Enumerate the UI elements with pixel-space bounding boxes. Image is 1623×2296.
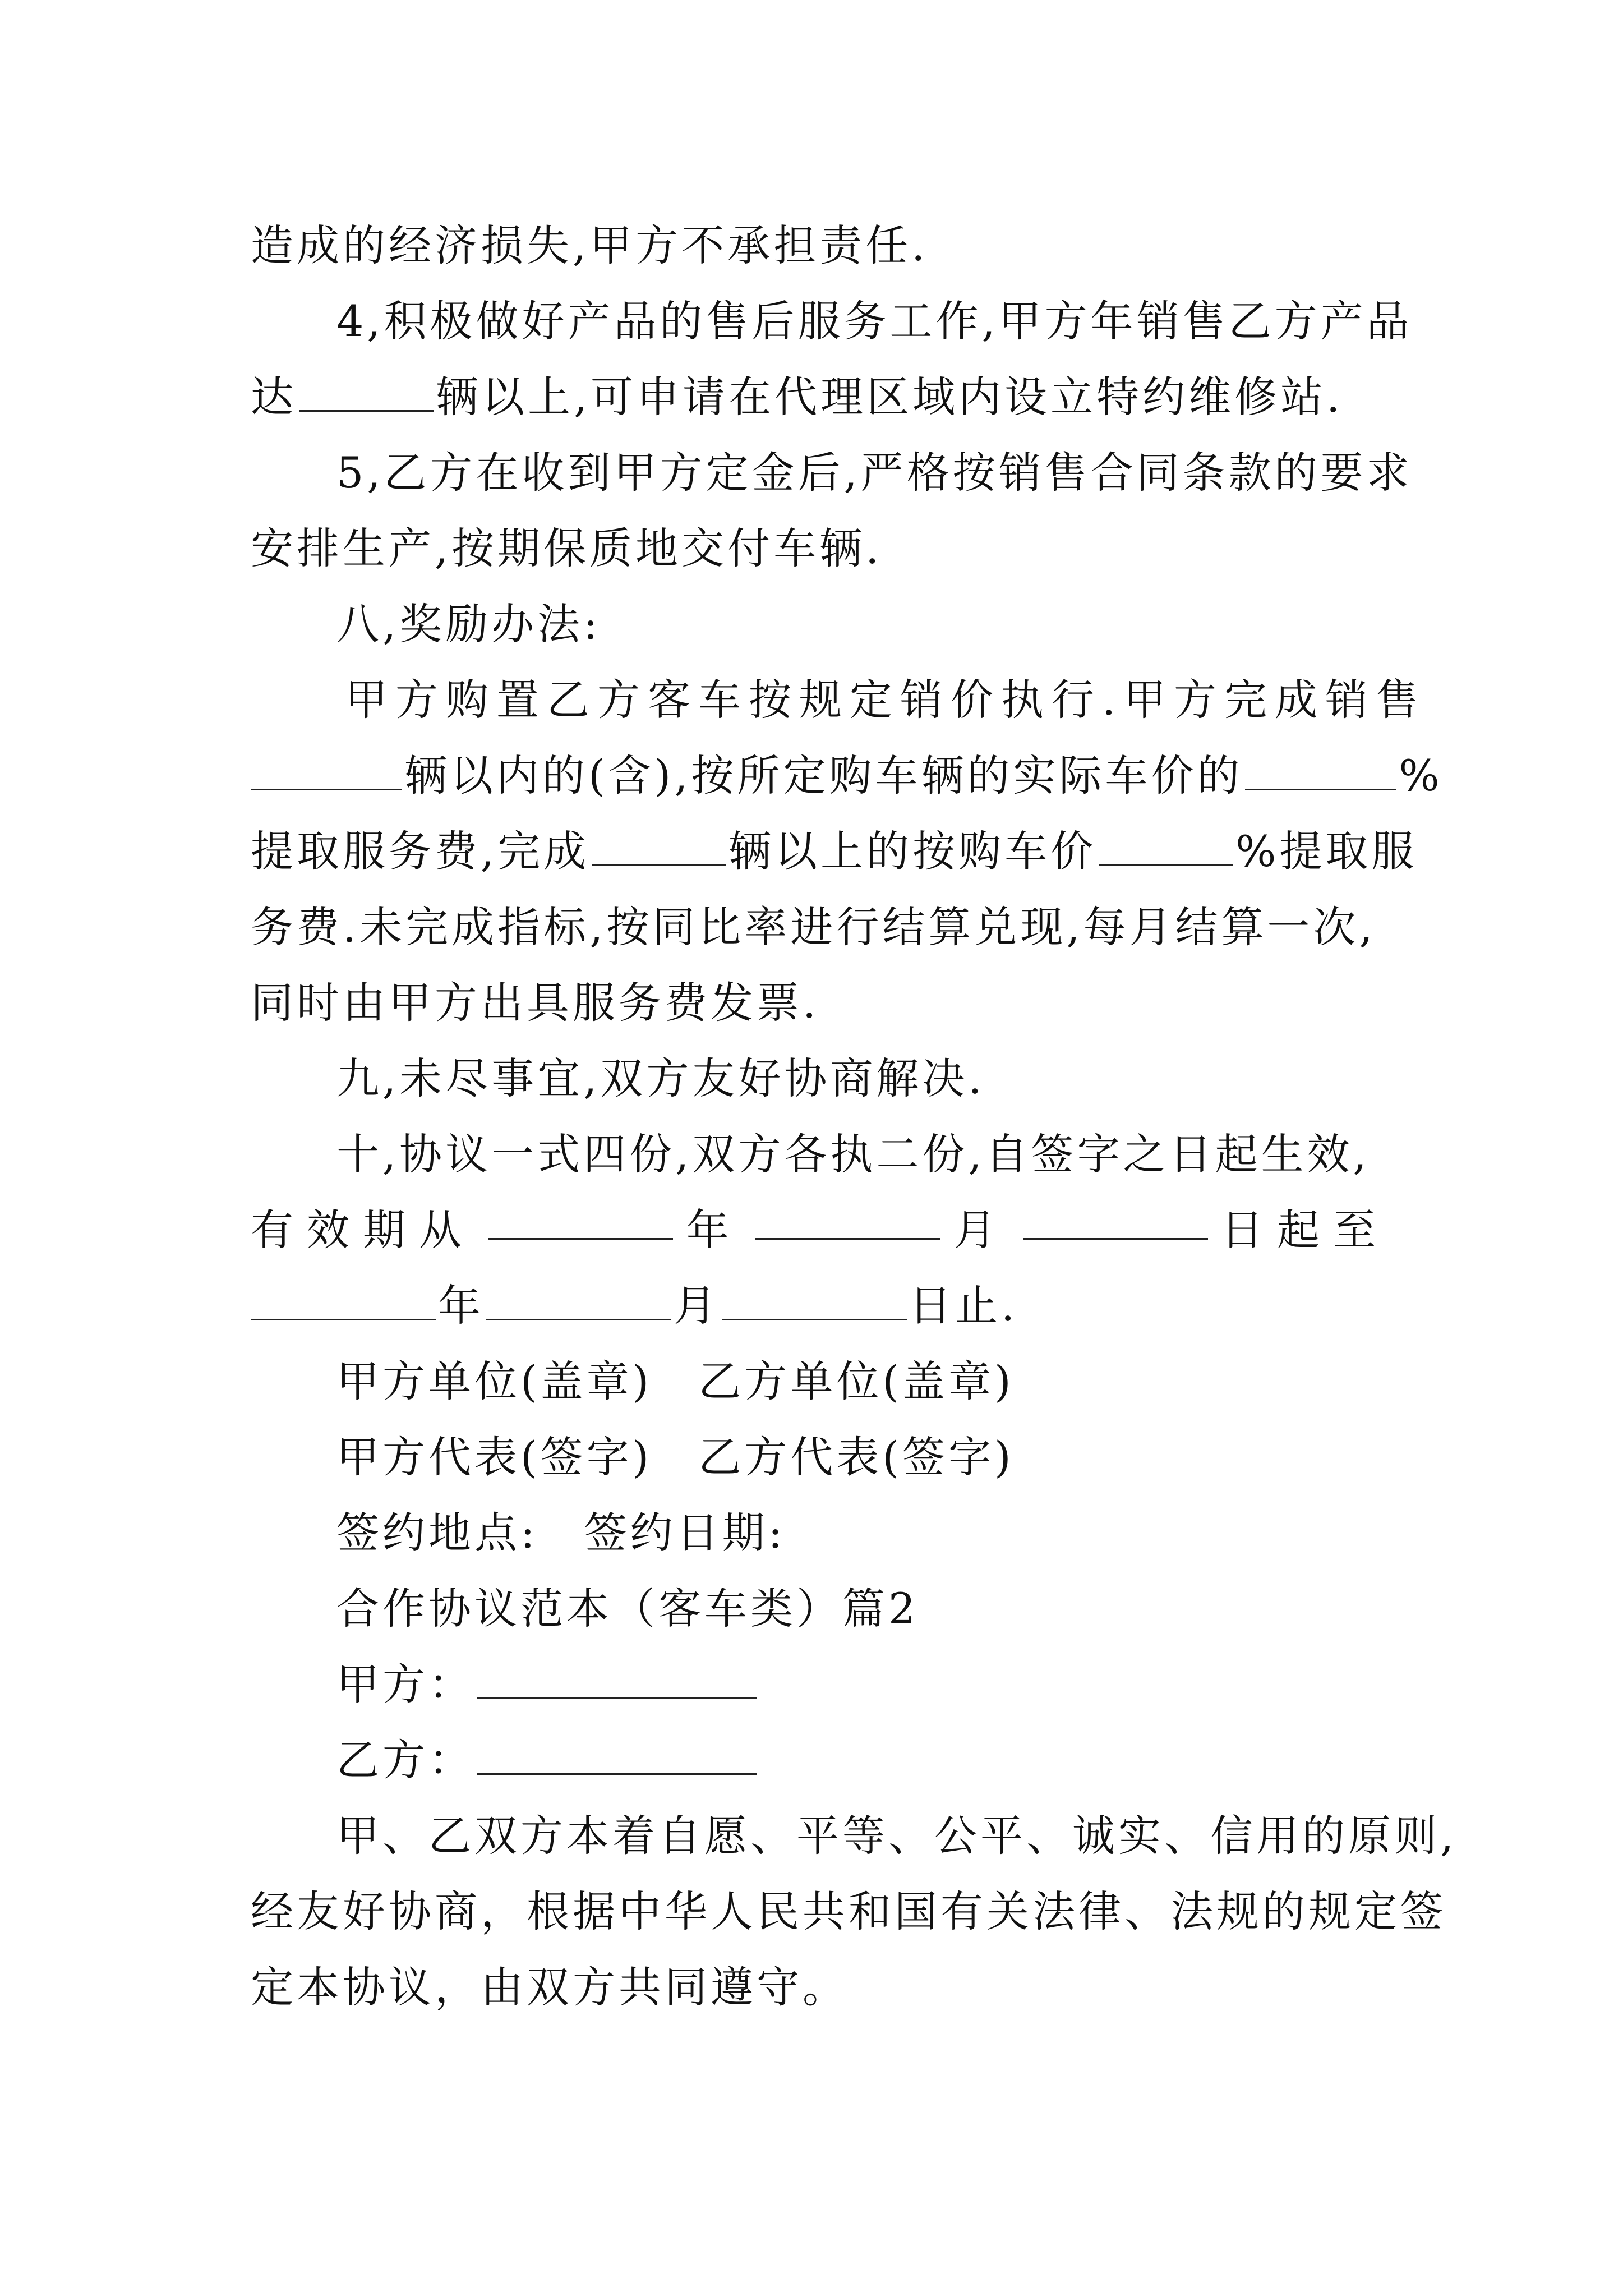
text-line: 定本协议，由双方共同遵守。 [251, 1962, 849, 2012]
text-fragment: 日止. [909, 1281, 1018, 1331]
fill-blank[interactable] [251, 754, 402, 790]
text-fragment: 有效期从 [251, 1205, 475, 1255]
fill-blank[interactable] [592, 830, 726, 866]
text-line: 同时由甲方出具服务费发票. [251, 978, 820, 1028]
text-fragment: 甲方： [336, 1659, 474, 1709]
section-heading: 八,奖励办法: [336, 599, 601, 649]
signature-line: 签约地点: 签约日期: [336, 1508, 786, 1558]
text-line [251, 1203, 1389, 1257]
fill-blank[interactable] [1023, 1203, 1208, 1240]
fill-blank[interactable] [1245, 754, 1396, 790]
fill-blank[interactable] [477, 1738, 757, 1775]
text-fragment: 年 [438, 1281, 484, 1331]
text-fragment: 辆以上的按购车价 [728, 826, 1097, 876]
signature-line: 甲方单位(盖章) 乙方单位(盖章) [336, 1356, 1015, 1406]
section-heading: 十,协议一式四份,双方各执二份,自签字之日起生效, [336, 1129, 1370, 1179]
text-line: 4,积极做好产品的售后服务工作,甲方年销售乙方产品 [336, 296, 1413, 346]
text-line: 务费.未完成指标,按同比率进行结算兑现,每月结算一次, [251, 902, 1376, 952]
text-fragment: 日起至 [1220, 1205, 1389, 1255]
text-fragment: %提取服 [1235, 826, 1418, 876]
signature-line: 甲方代表(签字) 乙方代表(签字) [336, 1432, 1015, 1482]
text-line: 经友好协商，根据中华人民共和国有关法律、法规的规定签 [251, 1887, 1446, 1936]
text-line: 安排生产,按期保质地交付车辆. [251, 523, 883, 573]
text-fragment: % [1399, 751, 1443, 800]
text-line: 造成的经济损失,甲方不承担责任. [251, 220, 929, 270]
text-line [251, 825, 1418, 878]
fill-blank[interactable] [1099, 830, 1233, 866]
text-fragment: 乙方： [336, 1735, 474, 1785]
text-line: 5,乙方在收到甲方定金后,严格按销售合同条款的要求 [336, 448, 1413, 498]
text-fragment: 年 [686, 1205, 743, 1255]
fill-blank[interactable] [477, 1663, 757, 1699]
text-fragment: 达 [251, 372, 297, 422]
text-line [251, 749, 1443, 803]
party-a-line [336, 1658, 1389, 1711]
text-line [251, 1279, 1389, 1333]
fill-blank[interactable] [755, 1203, 940, 1240]
fill-blank[interactable] [488, 1203, 673, 1240]
text-fragment: 辆以内的(含),按所定购车辆的实际车价的 [404, 751, 1243, 800]
section-heading: 九,未尽事宜,双方友好协商解决. [336, 1053, 985, 1103]
text-fragment: 月 [953, 1205, 1010, 1255]
text-fragment: 提取服务费,完成 [251, 826, 590, 876]
text-line: 甲、乙双方本着自愿、平等、公平、诚实、信用的原则, [336, 1811, 1458, 1861]
fill-blank[interactable] [722, 1284, 907, 1320]
fill-blank[interactable] [251, 1284, 436, 1320]
fill-blank[interactable] [299, 375, 434, 412]
text-fragment: 月 [674, 1281, 720, 1331]
text-line [251, 370, 1389, 424]
document-title: 合作协议范本（客车类）篇2 [336, 1584, 919, 1634]
fill-blank[interactable] [486, 1284, 671, 1320]
party-b-line [336, 1733, 1389, 1787]
text-line: 甲方购置乙方客车按规定销价执行.甲方完成销售 [345, 675, 1427, 725]
text-fragment: 辆以上,可申请在代理区域内设立特约维修站. [436, 372, 1344, 422]
